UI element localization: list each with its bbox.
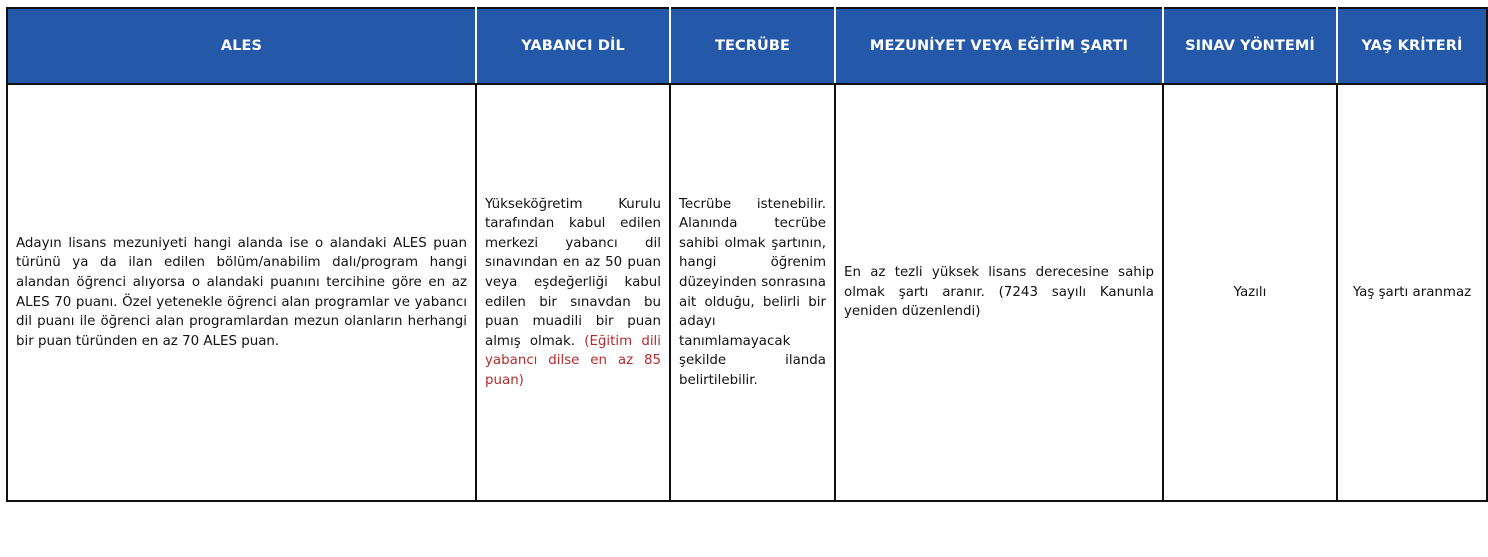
cell-exam-method [1163,84,1337,501]
requirements-sheet [6,7,1472,502]
cell-graduation [835,84,1163,501]
header-graduation: MEZUNİYET VEYA EĞİTİM ŞARTI [835,8,1163,84]
cell-language [476,84,670,501]
table-row [7,84,1487,501]
exam-method-text: Yazılı [1233,284,1267,300]
language-text: Yükseköğretim Kurulu tarafından kabul edilen merkezi yabancı dil sınavından en az 50 puan veya eşdeğerliği kabul edilen bir sınavdan bu puan muadili bir puan almış olmak. [485,196,661,349]
header-exam-method: SINAV YÖNTEMİ [1163,8,1337,84]
ales-text: Adayın lisans mezuniyeti hangi alanda ise o alandaki ALES puan türünü ya da ilan edilen bölüm/anabilim dalı/program hangi alandan öğrenci alıyorsa o alandaki puanını tercihine göre en az ALES 70 puanı. Özel yetenekle öğrenci alan programlar ve yabancı dil puanı ile öğrenci alan programlardan mezun olanların herhangi bir puan türünden en az 70 ALES puan. [16,235,467,349]
age-text: Yaş şartı aranmaz [1352,284,1472,300]
header-ales: ALES [7,8,476,84]
header-language: YABANCI DİL [476,8,670,84]
graduation-text: En az tezli yüksek lisans derecesine sahip olmak şartı aranır. (7243 sayılı Kanunla yeniden düzenlendi) [844,265,1154,320]
experience-text: Tecrübe istenebilir. Alanında tecrübe sahibi olmak şartının, hangi öğrenim düzeyinden sonrasına ait olduğu, belirli bir adayı tanımlamayacak şekilde ilanda belirtilebilir. [679,196,826,388]
header-experience: TECRÜBE [670,8,835,84]
cell-experience [670,84,835,501]
language-note: (Eğitim dili yabancı dilse en az 85 puan) [485,333,661,388]
requirements-table [6,7,1488,502]
cell-age [1337,84,1487,501]
header-row [7,8,1487,84]
cell-ales [7,84,476,501]
header-age: YAŞ KRİTERİ [1337,8,1487,84]
